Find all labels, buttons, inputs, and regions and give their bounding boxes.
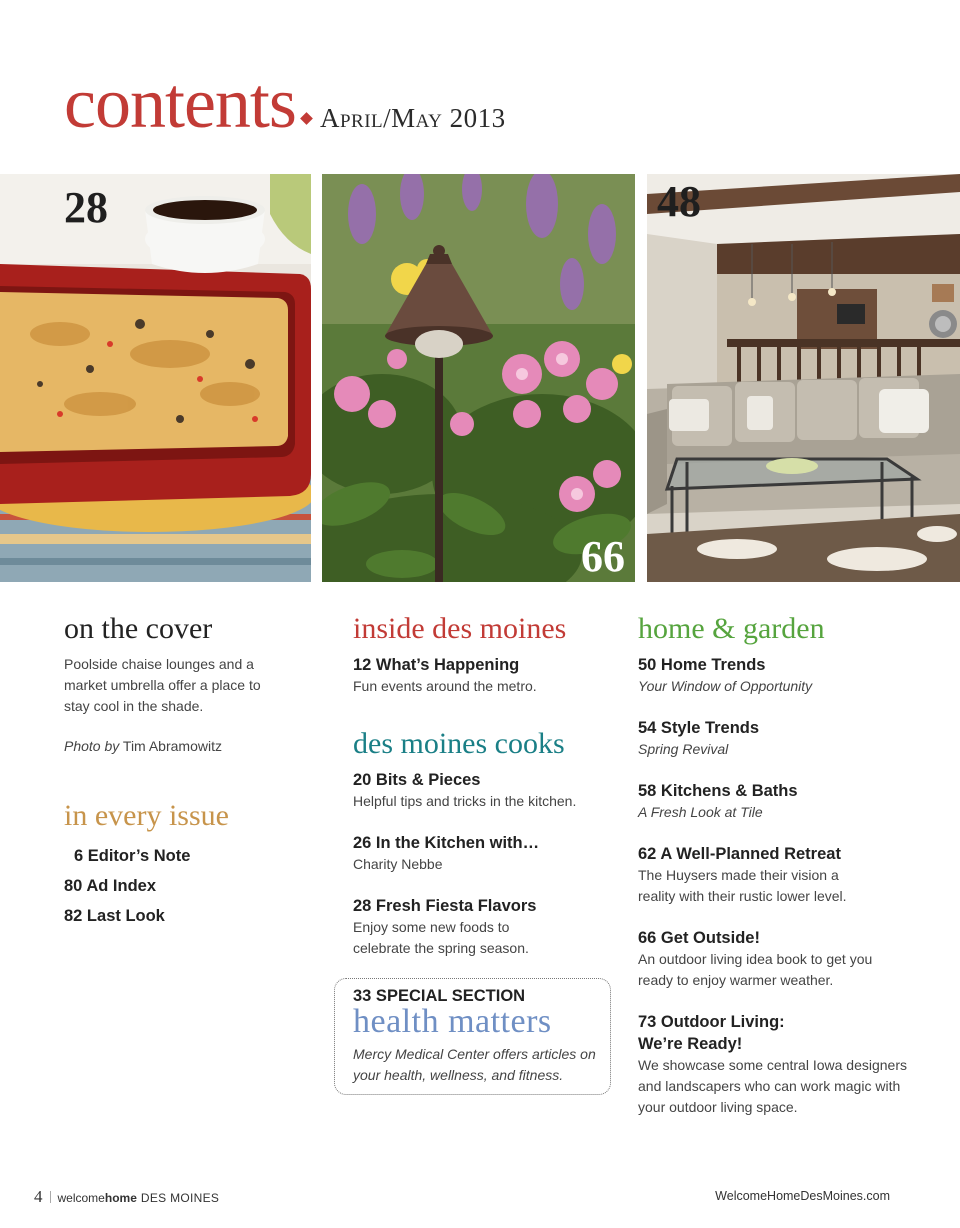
toc-entry-title: 66 Get Outside! [638,929,760,947]
toc-entry[interactable] [638,654,928,697]
folio-page-number: 4 [34,1187,43,1206]
toc-entry[interactable] [353,769,613,812]
diamond-ornament-icon [300,112,313,125]
toc-entry-description: The Huysers made their vision a reality with their rustic lower level. [638,867,847,904]
toc-entry-description: A Fresh Look at Tile [638,804,763,820]
section-heading-inside-des-moines: inside des moines [353,612,567,645]
toc-entry[interactable] [638,717,928,760]
footer-folio [34,1187,219,1207]
toc-entry[interactable] [353,832,613,875]
special-section-heading: health matters [353,1003,552,1040]
toc-entry-description: An outdoor living idea book to get you ready to enjoy warmer weather. [638,951,873,988]
toc-entry[interactable] [353,895,613,959]
toc-entry-description: Helpful tips and tricks in the kitchen. [353,793,577,809]
page-number-badge: 48 [657,177,701,226]
toc-entry-title: 50 Home Trends [638,656,766,674]
photo-credit-label: Photo by [64,738,120,754]
header [64,62,506,142]
photo-credit [64,736,314,757]
toc-entry-description: Charity Nebbe [353,856,443,872]
magazine-brand-city: DES MOINES [140,1191,220,1205]
toc-entry-title: 20 Bits & Pieces [353,771,481,789]
toc-entry-title: 54 Style Trends [638,719,760,737]
toc-entry[interactable] [638,1011,928,1118]
special-section-description: Mercy Medical Center offers articles on your health, wellness, and fitness. [353,1046,596,1083]
page-number-badge: 28 [64,183,108,232]
garden-lamp-image [322,174,635,582]
every-issue-list [64,841,314,931]
toc-entry-title: 58 Kitchens & Baths [638,782,798,800]
toc-entry[interactable] [638,843,928,907]
toc-entry-description: Your Window of Opportunity [638,678,813,694]
toc-entry-title: 73 Outdoor Living: We’re Ready! [638,1013,785,1053]
footer-website-link[interactable]: WelcomeHomeDesMoines.com [715,1189,890,1203]
toc-entry-description: Enjoy some new foods to celebrate the spring season. [353,919,529,956]
page-title: contents [64,63,296,143]
toc-entry-title: 26 In the Kitchen with… [353,834,540,852]
issue-date: April/May 2013 [319,103,506,133]
toc-link-ad-index[interactable]: 80 Ad Index [64,877,156,895]
food-photo[interactable] [0,174,311,582]
casserole-image [0,174,311,582]
toc-entry[interactable] [353,654,613,697]
toc-entry[interactable] [638,780,928,823]
toc-entry-title: 28 Fresh Fiesta Flavors [353,897,537,915]
section-heading-home-and-garden: home & garden [638,612,825,645]
magazine-brand-welcome: welcome [57,1191,105,1205]
toc-entry-description: We showcase some central Iowa designers and landscapers who can work magic with your outdoor living space. [638,1057,907,1115]
garden-photo[interactable] [322,174,635,582]
living-room-image [647,174,960,582]
toc-entry-description: Spring Revival [638,741,729,757]
special-section-title: 33 SPECIAL SECTION [353,987,526,1005]
folio-divider [50,1191,51,1203]
toc-entry-title: 62 A Well-Planned Retreat [638,845,841,863]
magazine-brand-home: home [104,1191,137,1205]
toc-link-last-look[interactable]: 82 Last Look [64,907,165,925]
living-room-photo[interactable] [647,174,960,582]
toc-entry-title: 12 What’s Happening [353,656,520,674]
photo-credit-name: Tim Abramowitz [122,738,222,754]
left-column [64,612,314,931]
special-section-box[interactable] [334,978,611,1095]
page-number-badge: 66 [581,532,625,581]
cover-description: Poolside chaise lounges and a market umbrella offer a place to stay cool in the shade. [64,656,261,714]
middle-column [353,612,613,979]
toc-entry[interactable] [638,927,928,991]
section-heading-in-every-issue: in every issue [64,799,229,832]
section-heading-on-the-cover: on the cover [64,612,213,645]
toc-link-editors-note[interactable]: 6 Editor’s Note [74,847,191,865]
right-column [638,612,928,1138]
toc-entry-description: Fun events around the metro. [353,678,537,694]
section-heading-des-moines-cooks: des moines cooks [353,727,565,760]
